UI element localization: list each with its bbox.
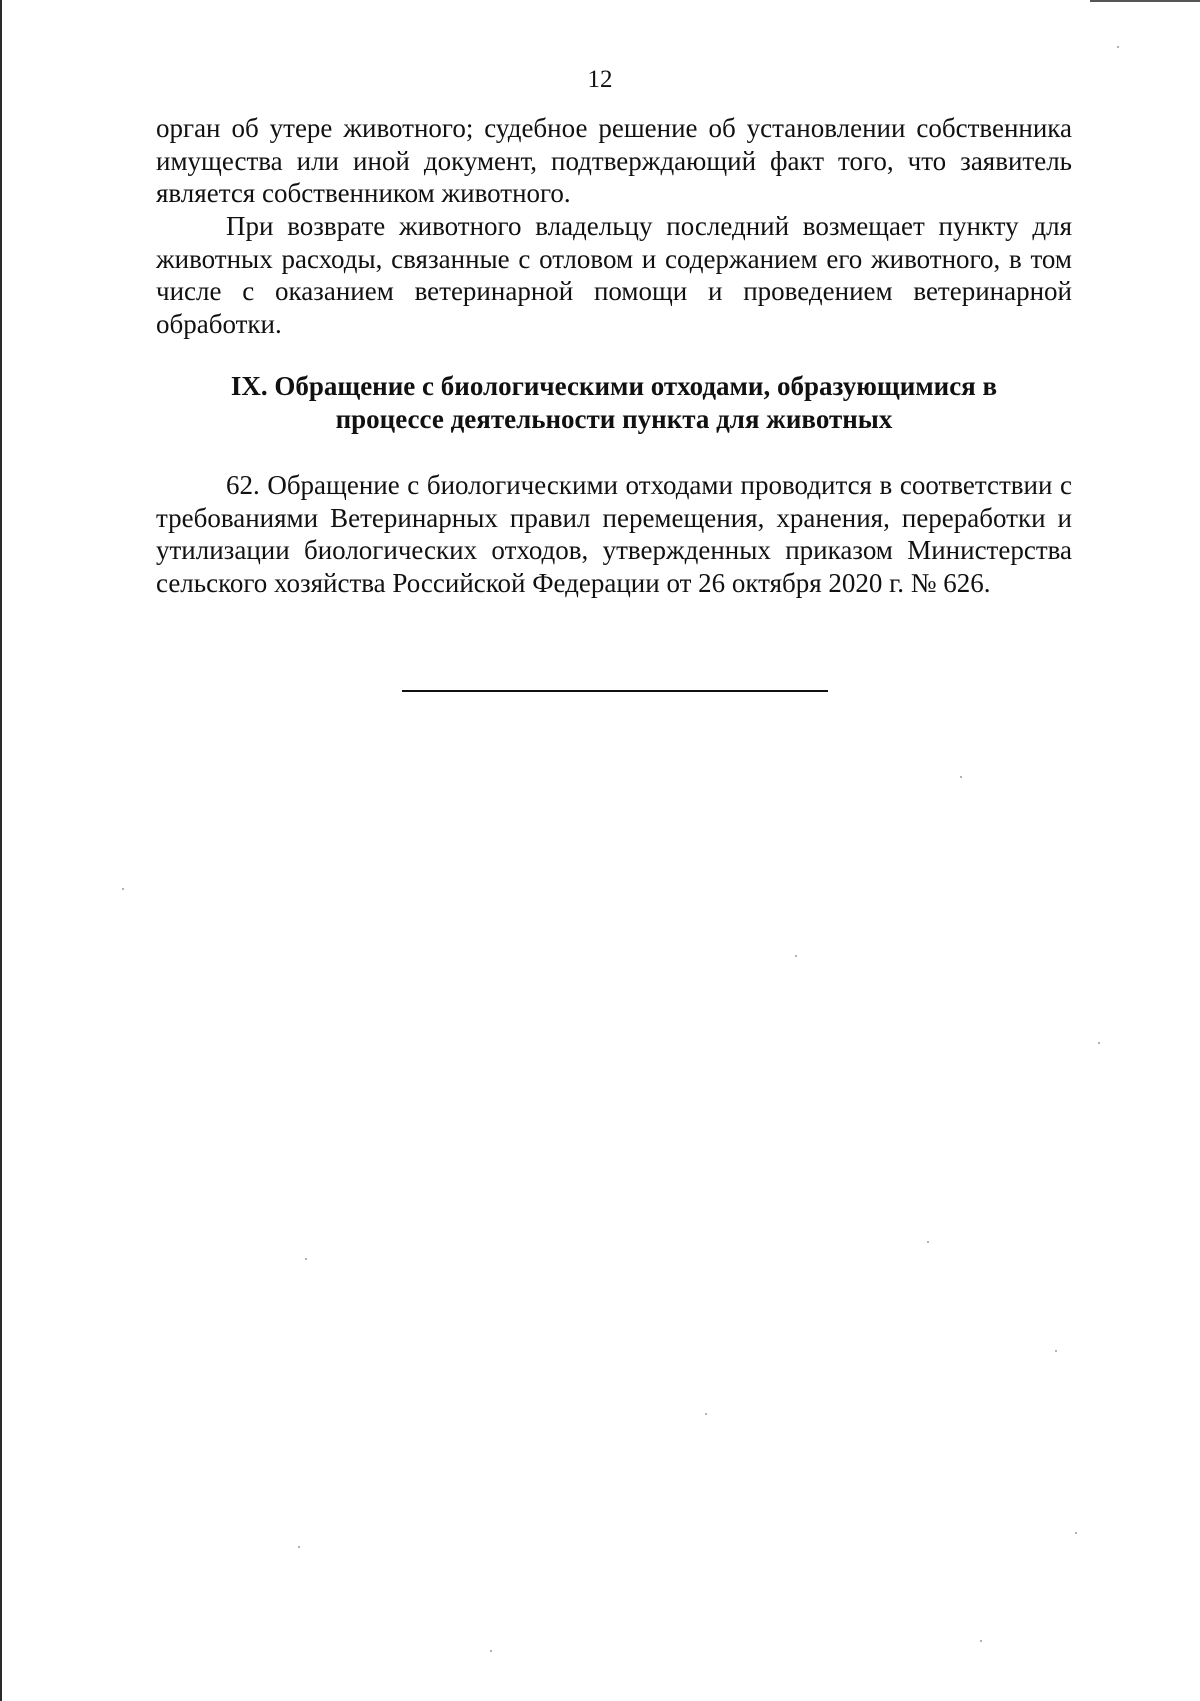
scan-speck	[960, 776, 962, 778]
section-heading-line-1: IX. Обращение с биологическими отходами, образующимися в	[230, 371, 998, 401]
scan-speck	[1075, 1532, 1077, 1534]
scan-speck	[1117, 46, 1119, 48]
closing-divider	[402, 690, 828, 692]
scan-speck	[1055, 1350, 1057, 1352]
scan-border-top-right	[1090, 0, 1200, 2]
clause-62-paragraph: 62. Обращение с биологическими отходами проводится в соответствии с требованиями Ветеринарных правил перемещения, хранения, переработки и утилизации биологических отходов, утвержденных приказом Министерства сельского хозяйства Российской Федерации от 26 октября 2020 г. № 626.	[156, 470, 1072, 598]
scan-speck	[298, 1546, 300, 1548]
scan-speck	[1098, 1042, 1100, 1044]
scan-speck	[122, 888, 124, 890]
scan-speck	[490, 1650, 492, 1652]
page-number: 12	[587, 66, 613, 93]
scan-speck	[705, 1413, 707, 1415]
section-heading	[156, 370, 1072, 435]
scan-border-left	[0, 0, 2, 1701]
scan-speck	[305, 1258, 307, 1260]
scan-speck	[795, 955, 797, 957]
scan-speck	[980, 1640, 982, 1642]
section-heading-line-2: процессе деятельности пункта для животных	[335, 403, 893, 434]
continuation-paragraph: орган об утере животного; судебное решение об установлении собственника имущества или иной документ, подтверждающий факт того, что заявитель является собственником животного.	[156, 113, 1072, 208]
scan-speck	[927, 1241, 929, 1243]
return-paragraph: При возврате животного владельцу последний возмещает пункту для животных расходы, связанные с отловом и содержанием его животного, в том числе с оказанием ветеринарной помощи и проведением ветеринарной обработки.	[156, 211, 1072, 339]
